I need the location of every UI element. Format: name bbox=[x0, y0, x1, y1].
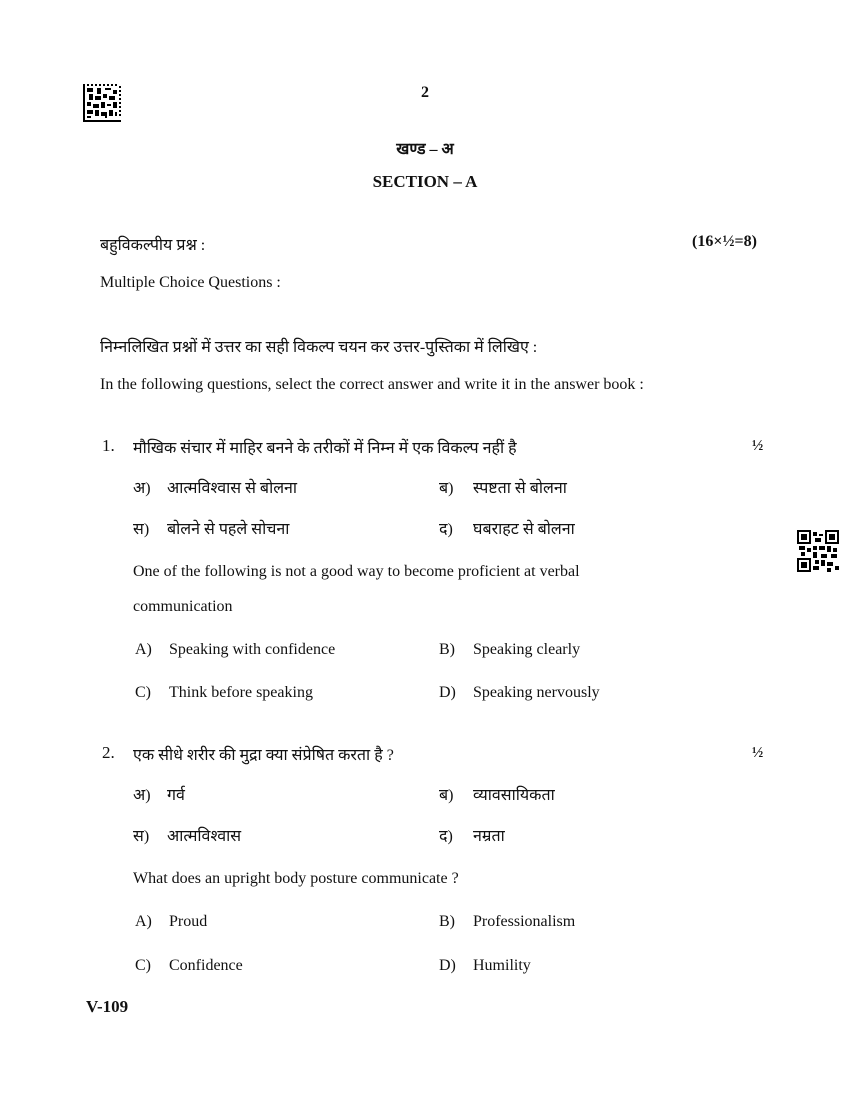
option-hindi-a: अ) आत्मविश्वास से बोलना bbox=[133, 480, 298, 497]
option-english-d: D) Speaking nervously bbox=[439, 684, 600, 701]
option-hindi-c: स) बोलने से पहले सोचना bbox=[133, 521, 290, 538]
question-text-hindi: एक सीधे शरीर की मुद्रा क्या संप्रेषित करता है ? bbox=[133, 747, 394, 764]
option-english-c: C) Think before speaking bbox=[135, 684, 313, 701]
instruction-hindi: निम्नलिखित प्रश्नों में उत्तर का सही विकल्प चयन कर उत्तर-पुस्तिका में लिखिए : bbox=[100, 339, 538, 356]
option-hindi-b: ब) स्पष्टता से बोलना bbox=[439, 480, 567, 497]
option-english-b: B) Professionalism bbox=[439, 913, 576, 930]
question-marks: ½ bbox=[752, 438, 764, 454]
question-number: 2. bbox=[102, 743, 115, 762]
question-text-english-cont: communication bbox=[133, 598, 233, 615]
mcq-total-marks: (16×½=8) bbox=[692, 233, 757, 250]
question-marks: ½ bbox=[752, 745, 764, 761]
question-text-english: One of the following is not a good way to become proficient at verbal bbox=[133, 563, 580, 580]
option-english-a: A) Proud bbox=[135, 913, 208, 930]
option-english-b: B) Speaking clearly bbox=[439, 641, 581, 658]
mcq-heading-hindi: बहुविकल्पीय प्रश्न : bbox=[100, 237, 206, 254]
option-hindi-d: द) घबराहट से बोलना bbox=[439, 521, 575, 538]
mcq-heading-english: Multiple Choice Questions : bbox=[100, 274, 281, 291]
option-hindi-a: अ) गर्व bbox=[133, 787, 185, 804]
section-title-hindi: खण्ड – अ bbox=[396, 141, 454, 158]
paper-code-footer: V-109 bbox=[86, 997, 129, 1016]
question-text-hindi: मौखिक संचार में माहिर बनने के तरीकों में निम्न में एक विकल्प नहीं है bbox=[133, 440, 517, 457]
qr-code bbox=[797, 530, 839, 572]
section-title-english: SECTION – A bbox=[372, 172, 478, 191]
option-hindi-c: स) आत्मविश्वास bbox=[133, 828, 242, 845]
question-text-english: What does an upright body posture communicate ? bbox=[133, 870, 459, 887]
option-hindi-b: ब) व्यावसायिकता bbox=[439, 787, 555, 804]
question-number: 1. bbox=[102, 436, 115, 455]
page-number: 2 bbox=[421, 84, 429, 101]
option-english-a: A) Speaking with confidence bbox=[135, 641, 336, 658]
option-english-d: D) Humility bbox=[439, 957, 531, 974]
instruction-english: In the following questions, select the correct answer and write it in the answer book : bbox=[100, 376, 644, 393]
option-english-c: C) Confidence bbox=[135, 957, 243, 974]
option-hindi-d: द) नम्रता bbox=[439, 828, 505, 845]
